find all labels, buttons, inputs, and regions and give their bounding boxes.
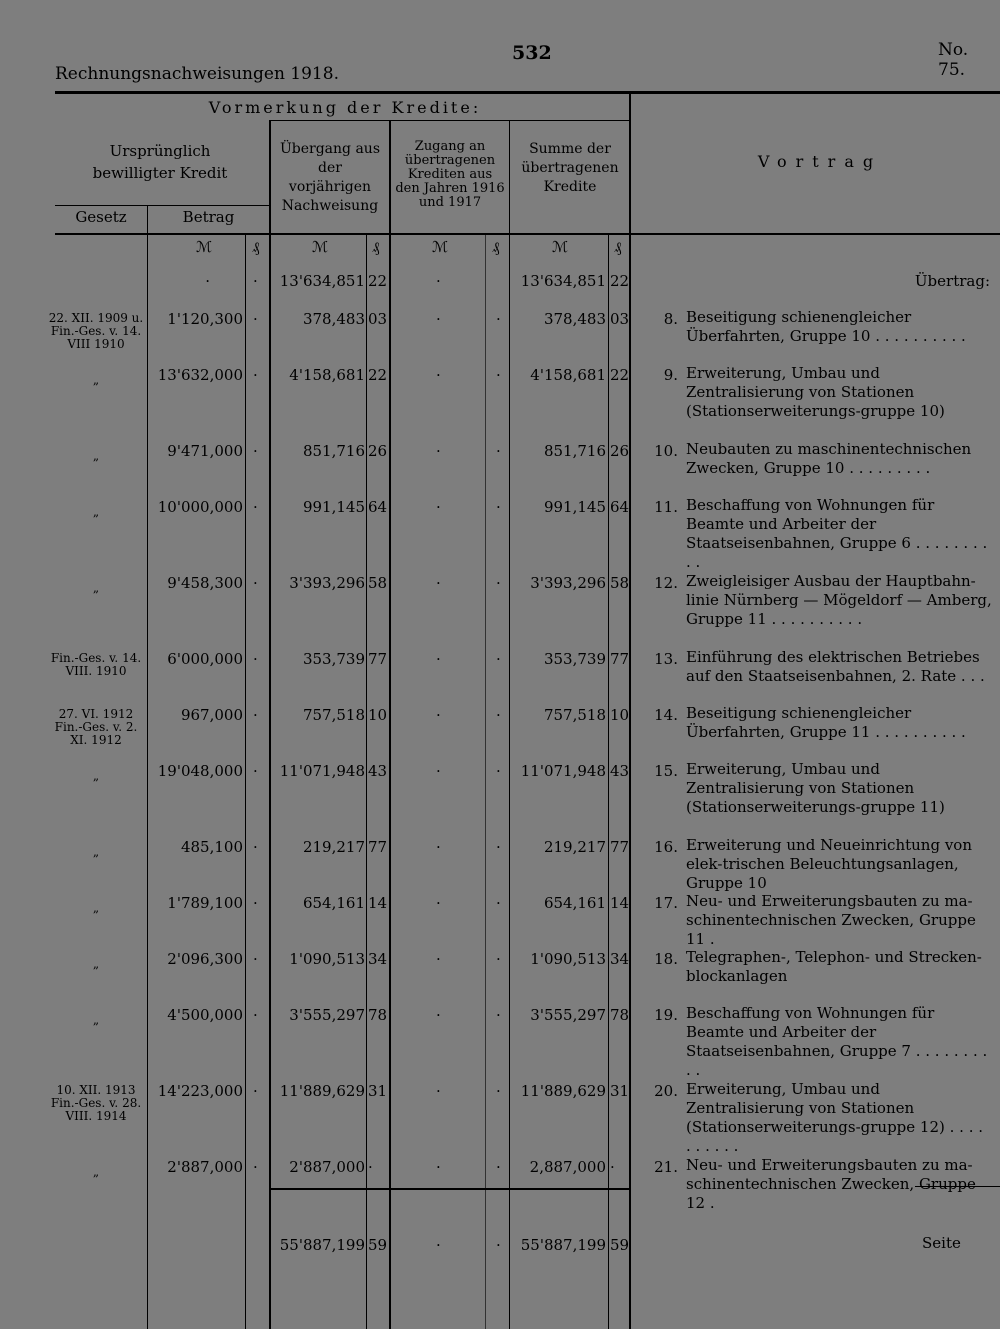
row-description: Einführung des elektrischen Betriebes auf den Staatseisenbahnen, 2. Rate . . . [686,648,985,685]
row-zugang: · [436,310,441,328]
row-number: 18. [654,950,678,968]
col-divider-uebergang [389,120,391,1329]
header-bottom-rule [55,233,1000,235]
row-betrag: 2'887,000 [167,1158,243,1176]
total-summe: 55'887,199 [520,1236,606,1254]
row-zugang-pf: · [496,310,501,328]
row-zugang-pf: · [496,894,501,912]
row-description: Beschaffung von Wohnungen für Beamte und Arbeiter der Staatseisenbahnen, Gruppe 7 . . . . . . . . . . [686,1004,988,1079]
row-betrag-pf: · [253,1006,258,1024]
total-zugang-pf: · [496,1236,501,1254]
carry-betrag: · [205,272,210,290]
carry-zugang: · [436,272,441,290]
row-description: Neubauten zu maschinentechnischen Zwecken, Gruppe 10 . . . . . . . . . [686,440,972,477]
unit-mark-summe: ℳ [552,238,569,256]
row-summe-pf: 31 [610,1082,630,1100]
row-summe-pf: 22 [610,366,630,384]
row-uebergang-pf: 43 [368,762,388,780]
row-betrag-pf: · [253,310,258,328]
row-uebergang-pf: 34 [368,950,388,968]
row-zugang: · [436,574,441,592]
row-summe: 4'158,681 [530,366,606,384]
row-number: 11. [654,498,678,516]
row-number: 17. [654,894,678,912]
row-zugang-pf: · [496,650,501,668]
row-gesetz: Fin.-Ges. v. 14. VIII. 1910 [50,651,142,678]
row-gesetz: „ [92,505,100,519]
unit-mark-zugang: ℳ [432,238,449,256]
row-number: 21. [654,1158,678,1176]
row-summe: 757,518 [543,706,606,724]
pf-divider-betrag [245,235,246,1329]
row-zugang: · [436,650,441,668]
row-summe-pf: 43 [610,762,630,780]
carry-uebergang: 13'634,851 [279,272,365,290]
row-uebergang-pf: 77 [368,650,388,668]
row-betrag: 6'000,000 [167,650,243,668]
row-gesetz: „ [92,581,100,595]
row-betrag-pf: · [253,950,258,968]
row-zugang: · [436,1006,441,1024]
page-number: 532 [512,42,552,64]
row-zugang-pf: · [496,498,501,516]
row-zugang: · [436,894,441,912]
row-uebergang: 654,161 [302,894,365,912]
row-uebergang-pf: 58 [368,574,388,592]
unit-mark-uebergang: ℳ [312,238,329,256]
row-uebergang-pf: 78 [368,1006,388,1024]
carry-summe: 13'634,851 [520,272,606,290]
vortrag-heading: Vortrag [757,152,883,171]
row-description: Beschaffung von Wohnungen für Beamte und Arbeiter der Staatseisenbahnen, Gruppe 6 . . . . . . . . . . [686,496,988,571]
row-gesetz: „ [92,1165,100,1179]
row-description: Erweiterung, Umbau und Zentralisierung von Stationen (Stationserweiterungs-gruppe 12) . . . . . . . . . . [686,1080,984,1155]
total-uebergang: 55'887,199 [279,1236,365,1254]
row-summe-pf: 64 [610,498,630,516]
row-summe-pf: 78 [610,1006,630,1024]
row-zugang: · [436,762,441,780]
row-uebergang: 2'887,000 [289,1158,365,1176]
gesetz-heading: Gesetz [75,208,127,226]
row-uebergang: 1'090,513 [289,950,365,968]
row-number: 14. [654,706,678,724]
col-divider-zugang [509,120,510,1329]
row-summe: 3'555,297 [530,1006,606,1024]
row-betrag-pf: · [253,442,258,460]
document-number: No. 75. [938,40,969,80]
total-label: Seite [922,1234,961,1252]
row-betrag: 9'458,300 [167,574,243,592]
row-uebergang-pf: 14 [368,894,388,912]
row-description: Zweigleisiger Ausbau der Hauptbahn-linie Nürnberg — Mögeldorf — Amberg, Gruppe 11 . . . . . . . . . . [686,572,992,628]
row-betrag-pf: · [253,1082,258,1100]
gesetz-rule [55,205,270,206]
carry-betrag-pf: · [253,272,258,290]
row-zugang: · [436,1082,441,1100]
row-betrag-pf: · [253,1158,258,1176]
row-description: Neu- und Erweiterungsbauten zu ma-schinentechnischen Zwecken, Gruppe 12 . [686,1156,976,1212]
row-gesetz: 10. XII. 1913 Fin.-Ges. v. 28. VIII. 1914 [50,1083,142,1123]
row-uebergang-pf: · [368,1158,373,1176]
carry-summe-pf: 22 [610,272,630,290]
row-uebergang: 4'158,681 [289,366,365,384]
row-number: 13. [654,650,678,668]
row-gesetz: „ [92,845,100,859]
row-summe-pf: 10 [610,706,630,724]
row-gesetz: „ [92,1013,100,1027]
row-zugang-pf: · [496,762,501,780]
row-betrag: 2'096,300 [167,950,243,968]
row-betrag-pf: · [253,894,258,912]
carry-uebergang-pf: 22 [368,272,388,290]
unit-pf-zugang: ₰ [492,238,500,256]
total-summe-pf: 59 [610,1236,630,1254]
row-uebergang: 11'071,948 [279,762,365,780]
row-uebergang-pf: 31 [368,1082,388,1100]
row-summe: 654,161 [543,894,606,912]
row-zugang-pf: · [496,838,501,856]
row-zugang: · [436,366,441,384]
row-uebergang-pf: 64 [368,498,388,516]
row-uebergang: 757,518 [302,706,365,724]
row-number: 19. [654,1006,678,1024]
betrag-heading: Betrag [182,208,235,226]
col-divider-summe [629,93,631,1329]
row-betrag-pf: · [253,574,258,592]
row-betrag-pf: · [253,762,258,780]
row-number: 10. [654,442,678,460]
row-gesetz: 27. VI. 1912 Fin.-Ges. v. 2. XI. 1912 [54,707,138,747]
row-description: Erweiterung, Umbau und Zentralisierung von Stationen (Stationserweiterungs-gruppe 11) [686,760,945,816]
row-description: Beseitigung schienengleicher Überfahrten, Gruppe 10 . . . . . . . . . . [686,308,966,345]
carry-label: Übertrag: [914,272,990,290]
row-zugang-pf: · [496,574,501,592]
row-summe-pf: 58 [610,574,630,592]
row-number: 12. [654,574,678,592]
row-uebergang-pf: 03 [368,310,388,328]
row-betrag: 19'048,000 [157,762,243,780]
row-uebergang: 991,145 [302,498,365,516]
row-description: Erweiterung und Neueinrichtung von elek-trischen Beleuchtungsanlagen, Gruppe 10 [686,836,973,892]
row-number: 9. [663,366,678,384]
row-zugang-pf: · [496,1158,501,1176]
row-summe: 3'393,296 [530,574,606,592]
row-betrag-pf: · [253,650,258,668]
row-summe: 2,887,000 [529,1158,606,1176]
row-summe-pf: 34 [610,950,630,968]
row-summe-pf: 77 [610,838,630,856]
row-betrag: 1'789,100 [167,894,243,912]
row-description: Neu- und Erweiterungsbauten zu ma-schinentechnischen Zwecken, Gruppe 11 . [686,892,976,948]
row-summe-pf: · [610,1158,615,1176]
row-zugang-pf: · [496,1006,501,1024]
total-rule [270,1188,630,1190]
row-gesetz: „ [92,373,100,387]
row-gesetz: „ [92,449,100,463]
unit-pf-summe: ₰ [614,238,622,256]
row-zugang: · [436,706,441,724]
row-uebergang-pf: 77 [368,838,388,856]
pf-divider-zugang [485,235,486,1329]
row-uebergang: 378,483 [302,310,365,328]
row-summe: 378,483 [543,310,606,328]
row-betrag: 1'120,300 [167,310,243,328]
total-zugang: · [436,1236,441,1254]
pf-divider-uebergang [366,235,367,1329]
row-uebergang: 851,716 [302,442,365,460]
row-betrag: 10'000,000 [157,498,243,516]
row-zugang: · [436,950,441,968]
row-gesetz: „ [92,901,100,915]
row-betrag: 13'632,000 [157,366,243,384]
row-uebergang-pf: 10 [368,706,388,724]
col-divider-betrag [269,120,271,1329]
row-uebergang: 11'889,629 [279,1082,365,1100]
row-summe: 219,217 [543,838,606,856]
row-betrag: 485,100 [180,838,243,856]
row-gesetz: „ [92,957,100,971]
row-zugang: · [436,442,441,460]
row-uebergang: 353,739 [302,650,365,668]
row-summe-pf: 26 [610,442,630,460]
vormerkung-heading: Vormerkung der Kredite: [208,98,482,117]
total-uebergang-pf: 59 [368,1236,388,1254]
row-uebergang-pf: 22 [368,366,388,384]
row-zugang-pf: · [496,366,501,384]
row-number: 15. [654,762,678,780]
row-number: 20. [654,1082,678,1100]
row-summe-pf: 14 [610,894,630,912]
row-betrag-pf: · [253,706,258,724]
row-gesetz: „ [92,769,100,783]
pf-divider-summe [608,235,609,1329]
row-gesetz: 22. XII. 1909 u. Fin.-Ges. v. 14. VIII 1910 [48,311,144,351]
vormerkung-rule [270,120,630,121]
document-title: Rechnungsnachweisungen 1918. [55,64,339,84]
unit-pf-uebergang: ₰ [372,238,380,256]
row-summe-pf: 77 [610,650,630,668]
row-betrag: 967,000 [180,706,243,724]
row-description: Beseitigung schienengleicher Überfahrten, Gruppe 11 . . . . . . . . . . [686,704,966,741]
row-number: 16. [654,838,678,856]
summe-heading: Summe der übertragenen Kredite [521,141,619,195]
row-description: Telegraphen-, Telephon- und Strecken-blockanlagen [686,948,982,985]
row-betrag-pf: · [253,838,258,856]
row-summe: 1'090,513 [530,950,606,968]
row-uebergang: 3'393,296 [289,574,365,592]
row-betrag-pf: · [253,498,258,516]
zugang-heading: Zugang an übertragenen Krediten aus den Jahren 1916 und 1917 [395,139,505,210]
top-rule [55,91,1000,94]
row-uebergang-pf: 26 [368,442,388,460]
row-summe: 353,739 [543,650,606,668]
uebergang-heading: Übergang aus der vorjährigen Nachweisung [279,141,381,214]
row-betrag: 9'471,000 [167,442,243,460]
row-uebergang: 3'555,297 [289,1006,365,1024]
row-zugang: · [436,1158,441,1176]
row-zugang-pf: · [496,950,501,968]
row-zugang-pf: · [496,442,501,460]
col-divider-gesetz [147,205,148,1329]
row-betrag: 14'223,000 [157,1082,243,1100]
row-summe: 991,145 [543,498,606,516]
unit-mark-betrag: ℳ [196,238,213,256]
row-zugang-pf: · [496,1082,501,1100]
row-betrag-pf: · [253,366,258,384]
row-zugang: · [436,498,441,516]
row-zugang-pf: · [496,706,501,724]
row-uebergang: 219,217 [302,838,365,856]
unit-pf-betrag: ₰ [252,238,260,256]
row-summe: 11'889,629 [520,1082,606,1100]
row-summe-pf: 03 [610,310,630,328]
row-betrag: 4'500,000 [167,1006,243,1024]
row-summe: 11'071,948 [520,762,606,780]
row-number: 8. [663,310,678,328]
row-zugang: · [436,838,441,856]
ursp-kredit-heading: Ursprünglich bewilligter Kredit [92,142,228,182]
row-summe: 851,716 [543,442,606,460]
row-description: Erweiterung, Umbau und Zentralisierung von Stationen (Stationserweiterungs-gruppe 10) [686,364,945,420]
